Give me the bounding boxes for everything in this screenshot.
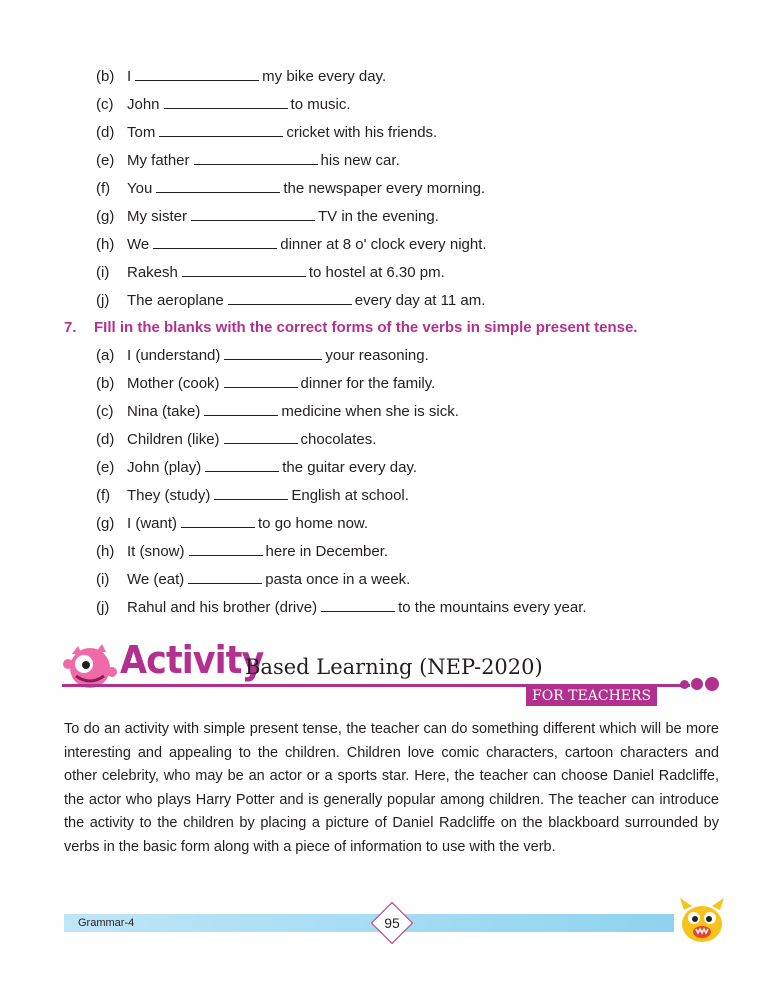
list-item: (f) You the newspaper every morning.: [96, 180, 486, 197]
list-item: (c) Nina (take) medicine when she is sick.: [96, 403, 459, 420]
answer-blank: [182, 262, 306, 277]
answer-blank: [321, 597, 395, 612]
list-item: (e) My father his new car.: [96, 152, 400, 169]
list-item: (b) Mother (cook) dinner for the family.: [96, 375, 436, 392]
activity-paragraph: To do an activity with simple present tense, the teacher can do something different which will be more interesting and appealing to the children. Children love comic characters, cartoon characters and other celebrity, who may be an actor or a sports star. Here, the teacher can choose Daniel Radcliffe, the actor who plays Harry Potter and is generally popular among children. The teacher can introduce the activity to the children by placing a picture of Daniel Radcliffe on the blackboard surrounded by verbs in the basic form along with a piece of information to use with the verb.: [64, 721, 719, 855]
page-number: 95: [384, 915, 400, 931]
answer-blank: [164, 94, 288, 109]
list-item: (e) John (play) the guitar every day.: [96, 459, 417, 476]
answer-blank: [194, 150, 318, 165]
yellow-monster-icon: [674, 892, 730, 948]
list-item: (h) It (snow) here in December.: [96, 543, 389, 560]
list-item: (b) I my bike every day.: [96, 68, 387, 85]
list-item: (f) They (study) English at school.: [96, 487, 409, 504]
list-item: (i) We (eat) pasta once in a week.: [96, 571, 411, 588]
answer-blank: [156, 178, 280, 193]
answer-blank: [189, 541, 263, 556]
list-item: (g) My sister TV in the evening.: [96, 208, 439, 225]
activity-subtitle: Based Learning (NEP-2020): [245, 655, 543, 679]
list-item: (c) John to music.: [96, 96, 351, 113]
list-item: (a) I (understand) your reasoning.: [96, 347, 429, 364]
answer-blank: [135, 66, 259, 81]
list-item: (d) Children (like) chocolates.: [96, 431, 377, 448]
answer-blank: [159, 122, 283, 137]
answer-blank: [191, 206, 315, 221]
answer-blank: [181, 513, 255, 528]
list-item: (j) The aeroplane every day at 11 am.: [96, 292, 486, 309]
list-item: (g) I (want) to go home now.: [96, 515, 369, 532]
list-item: (i) Rakesh to hostel at 6.30 pm.: [96, 264, 445, 281]
for-teachers-badge: FOR TEACHERS: [526, 686, 657, 706]
book-title: Grammar-4: [78, 917, 135, 929]
answer-blank: [224, 373, 298, 388]
list-item: (h) We dinner at 8 o' clock every night.: [96, 236, 487, 253]
question-7-heading: 7. FIll in the blanks with the correct forms of the verbs in simple present tense.: [64, 319, 638, 336]
footer-band: [64, 914, 674, 932]
activity-header: [62, 632, 722, 710]
decor-dot: [691, 678, 703, 690]
answer-blank: [224, 345, 322, 360]
answer-blank: [153, 234, 277, 249]
answer-blank: [214, 485, 288, 500]
answer-blank: [188, 569, 262, 584]
decor-dot: [705, 677, 719, 691]
list-item: (d) Tom cricket with his friends.: [96, 124, 438, 141]
answer-blank: [224, 429, 298, 444]
answer-blank: [228, 290, 352, 305]
activity-title: Activity: [120, 638, 264, 682]
list-item: (j) Rahul and his brother (drive) to the mountains every year.: [96, 599, 587, 616]
answer-blank: [205, 457, 279, 472]
decor-dot: [680, 680, 689, 689]
answer-blank: [204, 401, 278, 416]
